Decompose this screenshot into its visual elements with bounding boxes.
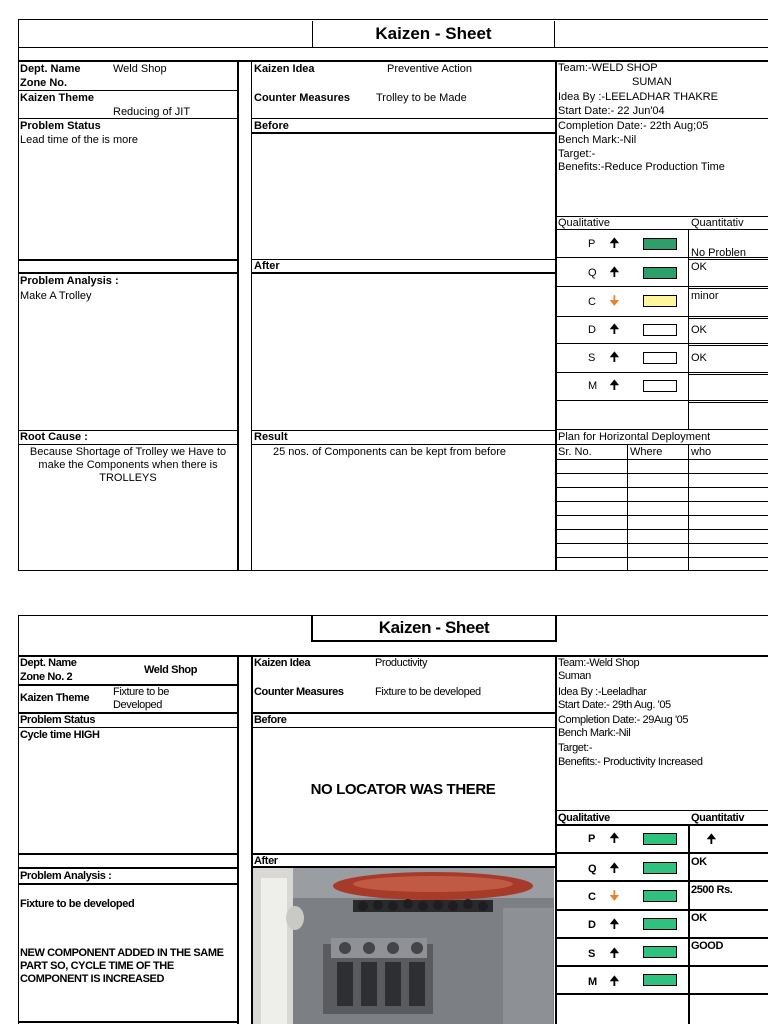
sheet1-status-label: Problem Status	[20, 120, 101, 132]
sheet1-counter-value: Trolley to be Made	[376, 92, 467, 104]
up-arrow-icon: 🠉	[609, 945, 620, 960]
sheet1-start-date: Start Date:- 22 Jun'04	[558, 105, 665, 117]
sheet1-plan-col: who	[691, 446, 712, 458]
down-arrow-icon: 🠋	[609, 888, 620, 903]
sheet2-member: Suman	[558, 670, 591, 682]
sheet2-dept-label: Dept. Name	[20, 657, 77, 669]
up-arrow-icon: 🠉	[706, 831, 717, 846]
sheet1-benchmark: Bench Mark:-Nil	[558, 134, 637, 146]
sheet1-row-quant: minor	[691, 290, 719, 302]
up-arrow-icon: 🠉	[609, 860, 620, 875]
sheet2-row-quant: OK	[691, 856, 707, 868]
up-arrow-icon: 🠉	[609, 830, 620, 845]
sheet1-row-letter: C	[588, 296, 596, 308]
sheet2-theme-label: Kaizen Theme	[20, 692, 90, 704]
sheet2-start-date: Start Date:- 29th Aug. '05	[558, 699, 671, 711]
down-arrow-icon: 🠋	[609, 293, 620, 308]
sheet1-idea-by: Idea By :-LEELADHAR THAKRE	[558, 91, 718, 103]
sheet1-qual-label: Qualitative	[558, 217, 610, 229]
sheet1-counter-label: Counter Measures	[254, 92, 350, 104]
status-swatch	[643, 946, 677, 958]
sheet1-benefits: Benefits:-Reduce Production Time	[558, 161, 725, 173]
sheet2-row-letter: P	[588, 833, 595, 845]
sheet1-analysis-value: Make A Trolley	[20, 290, 92, 302]
sheet2-row-letter: S	[588, 948, 595, 960]
sheet2-after-label: After	[254, 855, 278, 867]
sheet1-status-value: Lead time of the is more	[20, 134, 139, 146]
status-swatch	[643, 890, 677, 902]
sheet1-target: Target:-	[558, 148, 596, 160]
sheet1-row-quant: OK	[691, 352, 707, 364]
sheet1-result-value: 25 nos. of Components can be kept from before	[273, 446, 506, 458]
sheet1-dept-value: Weld Shop	[113, 63, 167, 75]
welding-fixture-photo	[253, 868, 554, 1024]
after-photo	[253, 868, 554, 1024]
sheet2-row-letter: D	[588, 919, 596, 931]
sheet1-row-letter: S	[588, 352, 596, 364]
sheet2-completion: Completion Date:- 29Aug '05	[558, 714, 689, 726]
sheet1-dept-label: Dept. Name	[20, 63, 81, 75]
sheet1-row-quant: OK	[691, 324, 707, 336]
sheet2-analysis-value: Fixture to be developed	[20, 898, 135, 910]
status-swatch	[643, 267, 677, 279]
sheet2-zone-label: Zone No. 2	[20, 671, 73, 683]
up-arrow-icon: 🠉	[609, 264, 620, 279]
status-swatch	[643, 862, 677, 874]
sheet2-target: Target:-	[558, 742, 593, 754]
sheet2-theme-value-2: Developed	[113, 699, 162, 711]
up-arrow-icon: 🠉	[609, 235, 620, 250]
status-swatch	[643, 238, 677, 250]
sheet1-plan-label: Plan for Horizontal Deployment	[558, 431, 711, 443]
sheet2-analysis-label: Problem Analysis :	[20, 870, 112, 882]
sheet2-before-label: Before	[254, 714, 287, 726]
sheet2-qual-label: Qualitative	[558, 812, 610, 824]
sheet2-status-value: Cycle time HIGH	[20, 729, 100, 741]
sheet2-row-letter: Q	[588, 863, 597, 875]
sheet1-title: Kaizen - Sheet	[375, 24, 492, 43]
sheet1-plan-col: Sr. No.	[558, 446, 592, 458]
sheet1-root-label: Root Cause :	[20, 431, 88, 443]
sheet2-row-letter: M	[588, 976, 597, 988]
sheet2-counter-value: Fixture to be developed	[375, 686, 481, 698]
status-swatch	[643, 918, 677, 930]
sheet2-quant-label: Quantitativ	[691, 812, 745, 824]
sheet2-idea-label: Kaizen Idea	[254, 657, 311, 669]
sheet1-root-value: Because Shortage of Trolley we Have to make the Components when there is TROLLEYS	[29, 446, 227, 484]
sheet1-theme-value: Reducing of JIT	[113, 106, 191, 118]
status-swatch	[643, 380, 677, 392]
sheet1-analysis-label: Problem Analysis :	[20, 275, 119, 287]
sheet2-benefits: Benefits:- Productivity Increased	[558, 756, 703, 768]
status-swatch	[643, 974, 677, 986]
status-swatch	[643, 295, 677, 307]
sheet1-idea-value: Preventive Action	[387, 63, 472, 75]
sheet1-quant-label: Quantitativ	[691, 217, 744, 229]
up-arrow-icon: 🠉	[609, 349, 620, 364]
up-arrow-icon: 🠉	[609, 321, 620, 336]
sheet1-plan-col: Where	[630, 446, 663, 458]
sheet2-idea-value: Productivity	[375, 657, 428, 669]
sheet2-row-quant: 2500 Rs.	[691, 884, 733, 896]
sheet1-before-label: Before	[254, 120, 289, 132]
sheet1-team: Team:-WELD SHOP	[558, 62, 658, 74]
sheet2-title: Kaizen - Sheet	[378, 618, 490, 637]
sheet2-counter-label: Counter Measures	[254, 686, 344, 698]
sheet1-after-label: After	[254, 260, 280, 272]
sheet2-row-quant: GOOD	[691, 940, 724, 952]
sheet1-row-letter: M	[588, 380, 598, 392]
sheet2-analysis-note: NEW COMPONENT ADDED IN THE SAME PART SO, CYCLE TIME OF THE COMPONENT IS INCREASED	[20, 947, 224, 985]
sheet1-theme-label: Kaizen Theme	[20, 92, 94, 104]
sheet1-row-letter: P	[588, 238, 596, 250]
status-swatch	[643, 833, 677, 845]
up-arrow-icon: 🠉	[609, 377, 620, 392]
sheet2-row-quant: OK	[691, 912, 707, 924]
sheet1-completion: Completion Date:- 22th Aug;05	[558, 120, 709, 132]
sheet1-row-quant: No Problen	[691, 247, 747, 259]
status-swatch	[643, 324, 677, 336]
sheet2-row-letter: C	[588, 891, 596, 903]
sheet2-idea-by: Idea By :-Leeladhar	[558, 686, 647, 698]
sheet1-result-label: Result	[254, 431, 288, 443]
sheet1-row-quant: OK	[691, 261, 707, 273]
sheet1-idea-label: Kaizen Idea	[254, 63, 315, 75]
up-arrow-icon: 🠉	[609, 973, 620, 988]
status-swatch	[643, 352, 677, 364]
sheet2-benchmark: Bench Mark:-Nil	[558, 727, 631, 739]
sheet2-before-message: NO LOCATOR WAS THERE	[310, 781, 496, 798]
sheet1-row-letter: D	[588, 324, 596, 336]
sheet1-member: SUMAN	[632, 76, 672, 88]
sheet2-dept-value: Weld Shop	[144, 664, 198, 676]
sheet1-zone-label: Zone No.	[20, 77, 68, 89]
sheet2-status-label: Problem Status	[20, 714, 96, 726]
sheet2-team: Team:-Weld Shop	[558, 657, 640, 669]
up-arrow-icon: 🠉	[609, 916, 620, 931]
sheet2-theme-value-1: Fixture to be	[113, 686, 169, 698]
sheet1-row-letter: Q	[588, 267, 597, 279]
